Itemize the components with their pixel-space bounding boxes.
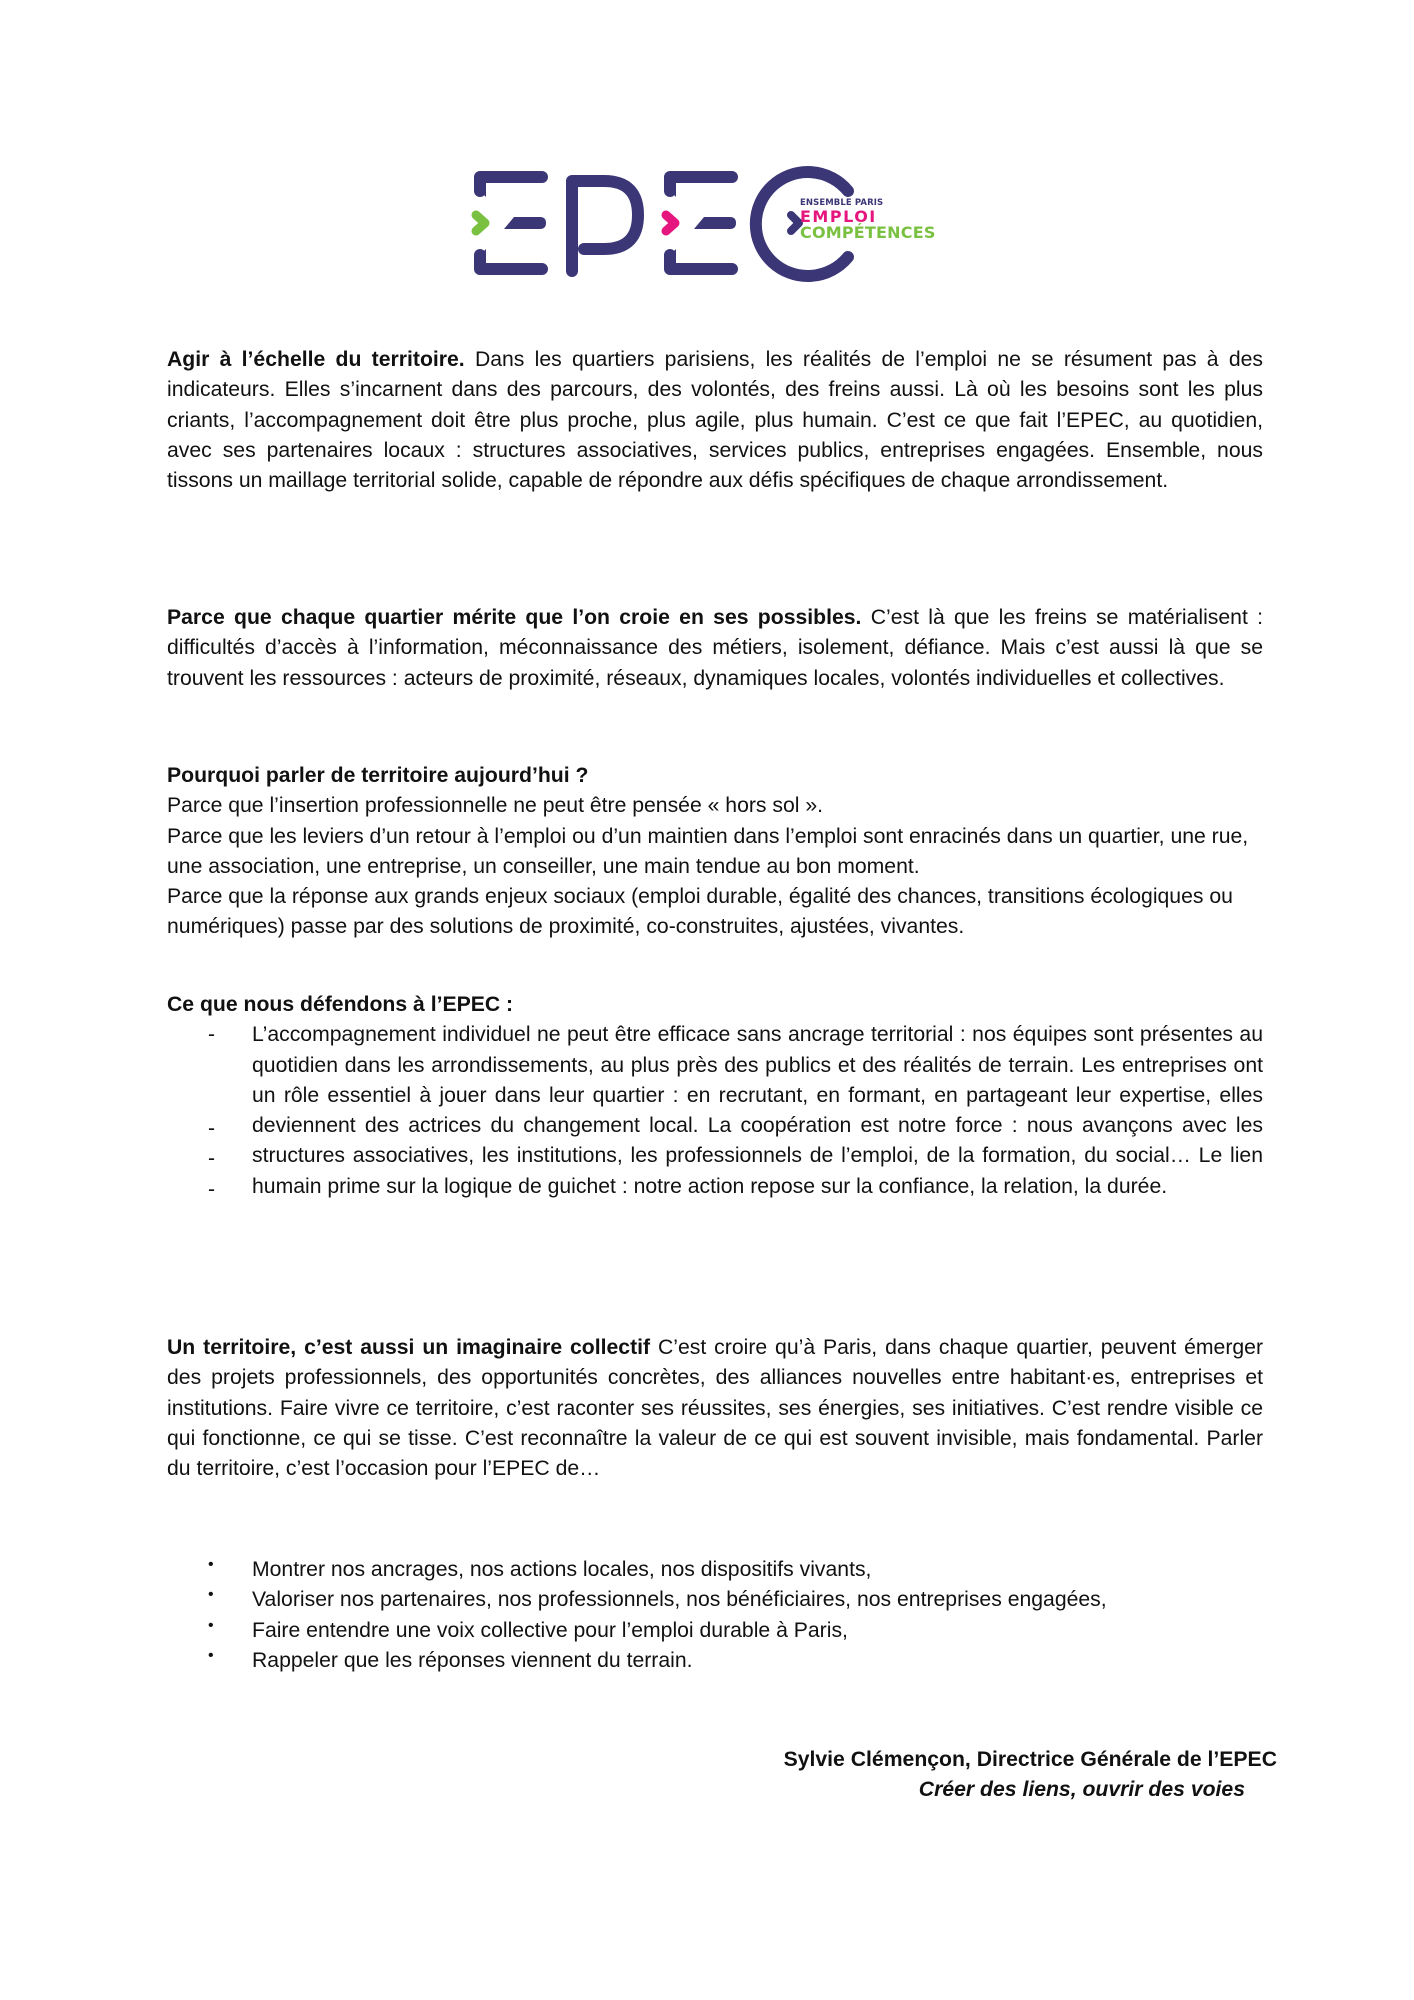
section-heading: Un territoire, c’est aussi un imaginaire collectif	[167, 1336, 651, 1359]
bullet-list	[167, 1555, 1263, 1676]
section-pourquoi-territoire	[167, 761, 1263, 943]
list-item-text: Faire entendre une voix collective pour l’emploi durable à Paris,	[252, 1618, 848, 1642]
section-imaginaire-collectif	[167, 1333, 1263, 1484]
section-body: Dans les quartiers parisiens, les réalités de l’emploi ne se résument pas à des indicateurs. Elles s’incarnent dans des parcours, des volontés, des freins aussi. Là où les besoins sont les plus criants, l’accompagnement doit être plus proche, plus agile, plus humain. C’est ce que fait l’EPEC, au quotidien, avec ses partenaires locaux : structures associatives, services publics, entreprises engagées. Ensemble, nous tissons un maillage territorial solide, capable de répondre aux défis spécifiques de chaque arrondissement.	[167, 348, 1263, 493]
logo-tagline-competences: COMPÉTENCES	[800, 222, 936, 242]
section-ce-que-nous-defendons	[167, 990, 1263, 1202]
logo-tagline-emploi: EMPLOI	[800, 206, 877, 226]
dash-marker: -	[208, 1147, 215, 1171]
section-body: C’est croire qu’à Paris, dans chaque quartier, peuvent émerger des projets professionnels, des opportunités concrètes, des alliances nouvelles entre habitant·es, entreprises et institutions. Faire vivre ce territoire, c’est raconter ses réussites, ses énergies, ses initiatives. C’est rendre visible ce qui fonctionne, ce qui se tisse. C’est reconnaître la valeur de ce qui est souvent invisible, mais fondamental. Parler du territoire, c’est l’occasion pour l’EPEC de…	[167, 1336, 1264, 1481]
section-agir-territoire	[167, 345, 1263, 496]
list-item	[167, 1616, 1263, 1646]
section-body: C’est là que les freins se matérialisent : difficultés d’accès à l’information, méconnaissance des métiers, isolement, défiance. Mais c’est aussi là que se trouvent les ressources : acteurs de proximité, réseaux, dynamiques locales, volontés individuelles et collectives.	[167, 606, 1263, 690]
bullet-icon: •	[208, 1556, 214, 1573]
section-bullet-list	[167, 1555, 1263, 1676]
signature-block	[784, 1745, 1277, 1806]
list-item	[167, 1555, 1263, 1585]
dash-marker: -	[208, 1023, 215, 1047]
section-heading: Pourquoi parler de territoire aujourd’hui ?	[167, 764, 589, 787]
section-paragraph	[167, 345, 1263, 496]
section-heading: Ce que nous défendons à l’EPEC :	[167, 993, 514, 1016]
section-line: Parce que l’insertion professionnelle ne peut être pensée « hors sol ».	[167, 794, 824, 818]
dash-list	[167, 1020, 1263, 1202]
section-paragraph	[167, 603, 1263, 694]
logo-tagline-ensemble-paris: ENSEMBLE PARIS	[800, 198, 884, 208]
list-item	[167, 1646, 1263, 1676]
list-item-text: Rappeler que les réponses viennent du terrain.	[252, 1648, 693, 1672]
section-heading: Parce que chaque quartier mérite que l’on croie en ses possibles.	[167, 606, 862, 629]
list-item	[167, 1585, 1263, 1615]
bullet-icon: •	[208, 1586, 214, 1604]
list-item-text: Montrer nos ancrages, nos actions locales, nos dispositifs vivants,	[252, 1558, 872, 1581]
logo-tagline	[800, 199, 936, 241]
section-chaque-quartier	[167, 603, 1263, 694]
dash-list-body: L’accompagnement individuel ne peut être efficace sans ancrage territorial : nos équipes sont présentes au quotidien dans les arrondissements, au plus près des publics et des réalités de terrain. Les entreprises ont un rôle essentiel à jouer dans leur quartier : en recrutant, en formant, en partageant leur expertise, elles deviennent des actrices du changement local. La coopération est notre force : nous avançons avec les structures associatives, les institutions, les professionnels de l’emploi, de la formation, du social… Le lien humain prime sur la logique de guichet : notre action repose sur la confiance, la relation, la durée.	[252, 1023, 1263, 1198]
section-paragraph	[167, 1333, 1263, 1484]
epec-logo	[466, 163, 946, 283]
signature-motto: Créer des liens, ouvrir des voies	[918, 1778, 1245, 1802]
bullet-icon: •	[208, 1646, 214, 1664]
dash-marker: -	[208, 1117, 215, 1141]
list-item-text: Valoriser nos partenaires, nos professionnels, nos bénéficiaires, nos entreprises engagées,	[252, 1588, 1107, 1612]
bullet-icon: •	[208, 1616, 214, 1634]
section-line: Parce que la réponse aux grands enjeux sociaux (emploi durable, égalité des chances, transitions écologiques ou numériques) passe par des solutions de proximité, co-construites, ajustées, vivantes.	[167, 885, 1233, 939]
dash-marker: -	[208, 1178, 215, 1202]
signature-name-title: Sylvie Clémençon, Directrice Générale de l’EPEC	[783, 1748, 1277, 1771]
section-line: Parce que les leviers d’un retour à l’emploi ou d’un maintien dans l’emploi sont enracinés dans un quartier, une rue, une association, une entreprise, un conseiller, une main tendue au bon moment.	[167, 824, 1249, 878]
section-heading: Agir à l’échelle du territoire.	[167, 348, 465, 371]
